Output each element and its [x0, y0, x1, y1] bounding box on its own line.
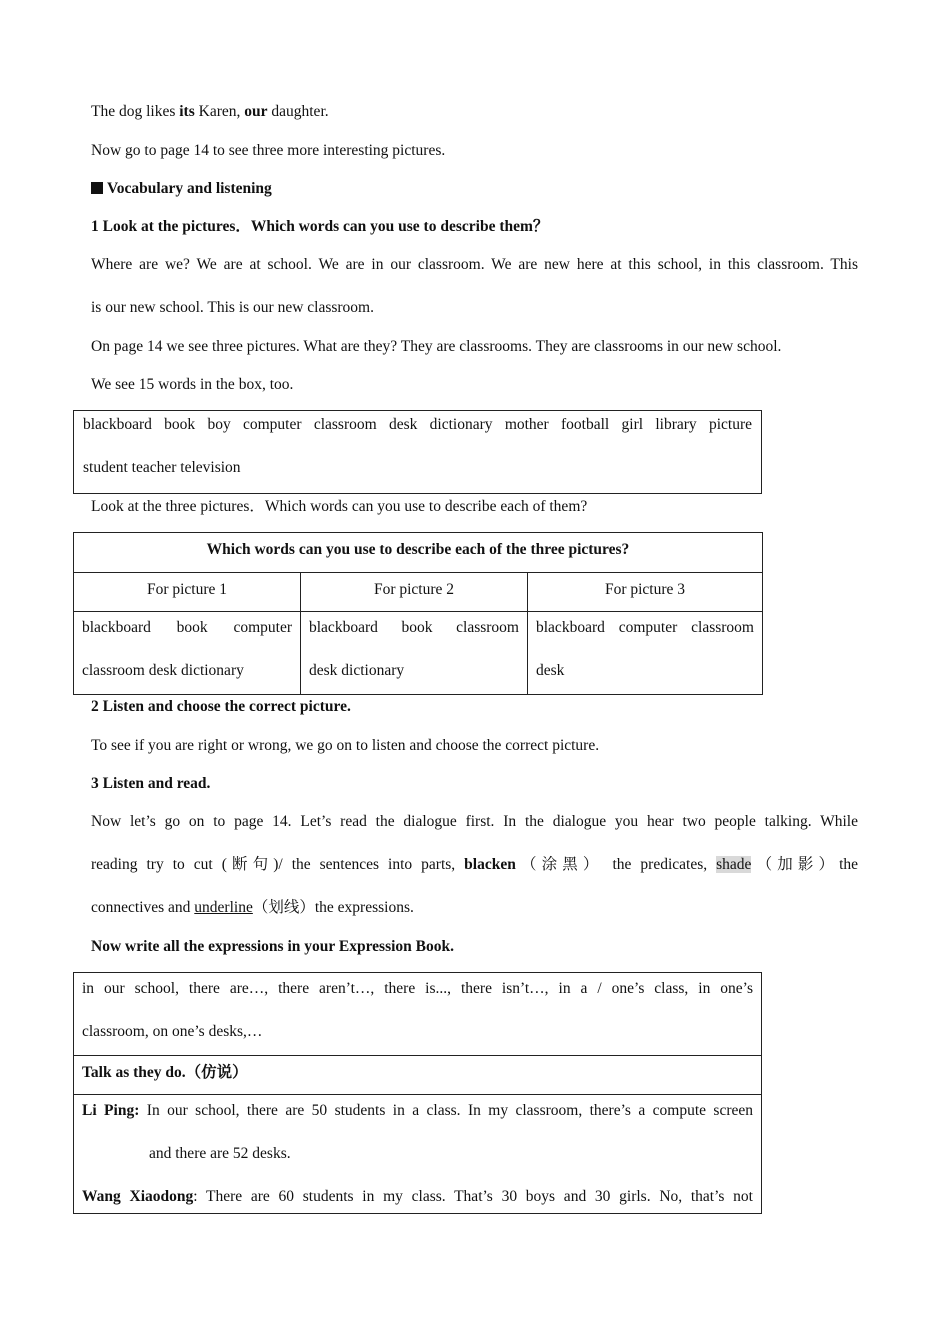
wang-line-1 [82, 1183, 753, 1213]
intro-bold-our: our [244, 103, 268, 120]
words-text: blackboard computer classroom [536, 619, 754, 636]
intro-line-2: Now go to page 14 to see three more interesting pictures. [91, 142, 446, 159]
word-box [73, 410, 762, 494]
task3-text: （加影）the [751, 856, 859, 873]
task1-para3: We see 15 words in the box, too. [91, 376, 294, 393]
blacken-word: blacken [464, 856, 516, 873]
talk-heading-text: Talk as they do.（仿说） [82, 1063, 248, 1081]
words-picture-2-line-1 [309, 614, 519, 657]
header-picture-2: For picture 2 [301, 573, 528, 612]
task1-para1-line2: is our new school. This is our new classroom. [91, 299, 374, 316]
intro-bold-its: its [179, 103, 195, 120]
task1-heading [91, 218, 548, 237]
words-picture-3 [528, 612, 763, 695]
header-picture-1: For picture 1 [74, 573, 301, 612]
words-picture-2-line-2: desk dictionary [309, 662, 405, 679]
underline-word: underline [194, 899, 253, 916]
speaker-wang-xiaodong: Wang Xiaodong [82, 1188, 194, 1205]
task2-heading [91, 698, 351, 717]
task1-question: Look at the three pictures．Which words can you use to describe each of them? [91, 498, 588, 515]
words-picture-1-line-2: classroom desk dictionary [82, 662, 244, 679]
picture-table-words-row [74, 612, 763, 695]
li-ping-speech: In our school, there are 50 students in a class. In my classroom, there’s a compute screen [139, 1102, 754, 1119]
word-box-line-2: student teacher television [83, 459, 241, 476]
task3-line-2 [91, 856, 858, 875]
expressions-text: in our school, there are…, there aren’t…, there is..., there isn’t…, in a / one’s class, in one’s [82, 980, 753, 997]
words-picture-3-line-2: desk [536, 662, 565, 679]
picture-table-title [74, 533, 763, 573]
intro-text: Karen, [194, 103, 245, 120]
black-square-icon [91, 182, 103, 194]
task3-instruction [91, 938, 454, 957]
li-ping-text [82, 1097, 753, 1125]
task3-text: connectives and [91, 899, 195, 916]
expressions-line-1 [82, 975, 753, 1018]
section-heading [91, 180, 272, 199]
task3-text: reading try to cut (断句)/ the sentences into parts, [91, 856, 465, 873]
words-picture-3-line-1 [536, 614, 754, 657]
wang-text [82, 1183, 753, 1211]
word-box-line-1: blackboard book boy computer classroom desk dictionary mother football girl library picture [83, 416, 752, 433]
li-ping-line-1 [82, 1097, 753, 1140]
task3-line-2-inner [91, 856, 858, 875]
task3-heading-text: 3 Listen and read. [91, 775, 211, 792]
words-text: blackboard book computer [82, 619, 292, 636]
dialogue-cell [74, 1095, 762, 1214]
li-ping-line-2: and there are 52 desks. [149, 1145, 291, 1162]
picture-table [73, 532, 763, 695]
words-text: blackboard book classroom [309, 619, 519, 636]
shade-word: shade [716, 856, 752, 873]
task3-text: （涂黑） the predicates, [515, 856, 717, 873]
task2-text: To see if you are right or wrong, we go on to listen and choose the correct picture. [91, 737, 600, 754]
expressions-row [74, 973, 762, 1056]
words-picture-2 [301, 612, 528, 695]
task3-line-1 [91, 813, 858, 832]
task1-para2: On page 14 we see three pictures. What are they? They are classrooms. They are classrooms in our new school. [91, 338, 782, 355]
words-picture-1 [74, 612, 301, 695]
section-heading-text: Vocabulary and listening [107, 180, 272, 197]
expression-table [73, 972, 762, 1214]
expressions-cell [74, 973, 762, 1056]
dialogue-row [74, 1095, 762, 1214]
task2-heading-text: 2 Listen and choose the correct picture. [91, 698, 351, 715]
picture-table-title-row [74, 533, 763, 573]
wang-speech: : There are 60 students in my class. That’s 30 boys and 30 girls. No, that’s not [193, 1188, 753, 1205]
intro-line-1 [91, 103, 329, 122]
task3-text: （划线）the expressions. [252, 899, 414, 916]
speaker-li-ping: Li Ping: [82, 1102, 140, 1119]
task3-instruction-text: Now write all the expressions in your Expression Book. [91, 938, 454, 955]
task1-para1-text: Where are we? We are at school. We are in our classroom. We are new here at this school, in this classroom. This [91, 256, 858, 273]
task3-line-3 [91, 899, 414, 918]
header-picture-3: For picture 3 [528, 573, 763, 612]
task1-heading-text: 1 Look at the pictures．Which words can you use to describe them？ [91, 218, 549, 235]
task3-line-1-text: Now let’s go on to page 14. Let’s read the dialogue first. In the dialogue you hear two people talking. While [91, 813, 858, 830]
picture-table-header-row [74, 573, 763, 612]
words-picture-1-line-1 [82, 614, 292, 657]
task3-heading [91, 775, 210, 794]
intro-text: The dog likes [91, 103, 180, 120]
intro-text: daughter. [267, 103, 329, 120]
talk-heading-row [74, 1056, 762, 1095]
task1-para1-line1 [91, 256, 858, 275]
talk-heading-cell [74, 1056, 762, 1095]
picture-table-title-text: Which words can you use to describe each of the three pictures? [206, 541, 630, 559]
expressions-line-2: classroom, on one’s desks,… [82, 1023, 263, 1040]
